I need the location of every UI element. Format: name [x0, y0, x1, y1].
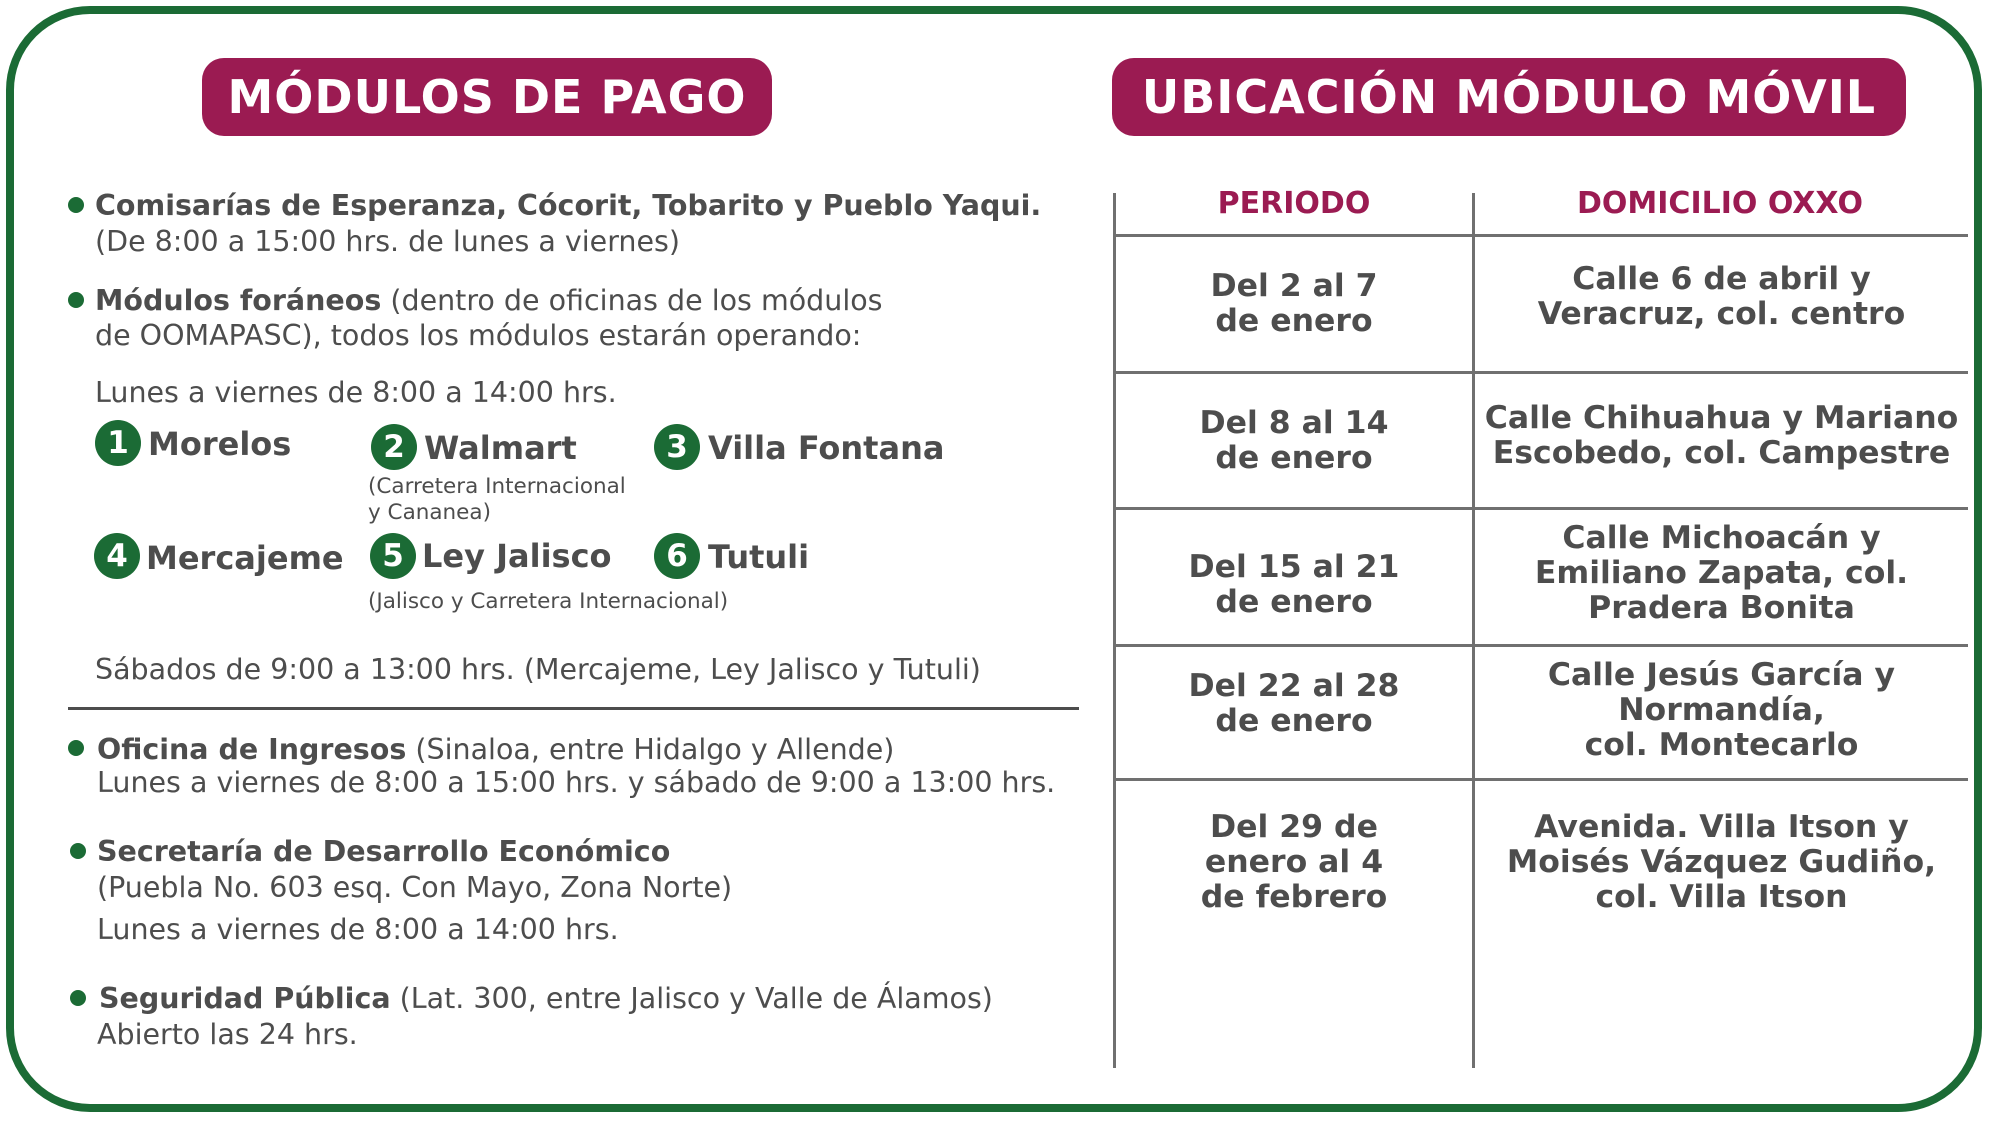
ingresos-hours: Lunes a viernes de 8:00 a 15:00 hrs. y sábado de 9:00 a 13:00 hrs. — [97, 766, 1056, 799]
section-divider — [68, 707, 1079, 710]
number-badge-6: 6 — [654, 533, 700, 579]
table-row-5-periodo: Del 29 de enero al 4 de febrero — [1200, 808, 1388, 915]
module-mercajeme: Mercajeme — [146, 539, 344, 577]
seguridad-line1 — [99, 981, 993, 1016]
seguridad-address: (Lat. 300, entre Jalisco y Valle de Álamos) — [390, 982, 993, 1015]
seguridad-title: Seguridad Pública — [99, 982, 391, 1015]
desarrollo-address: (Puebla No. 603 esq. Con Mayo, Zona Norte) — [97, 871, 733, 904]
bullet-icon — [68, 197, 84, 213]
domicilio-header: DOMICILIO OXXO — [1577, 186, 1863, 221]
module-walmart: Walmart — [424, 429, 577, 467]
module-tutuli: Tutuli — [708, 538, 810, 576]
table-row-2-domicilio: Calle Chihuahua y Mariano Escobedo, col. Campestre — [1484, 400, 1959, 471]
table-row-1-periodo: Del 2 al 7 de enero — [1210, 268, 1378, 339]
foraneos-weekday-hours: Lunes a viernes de 8:00 a 14:00 hrs. — [95, 376, 617, 409]
foraneos-line1-rest: (dentro de oficinas de los módulos — [381, 284, 883, 317]
module-morelos: Morelos — [148, 425, 292, 463]
periodo-header: PERIODO — [1217, 186, 1371, 221]
bullet-icon — [70, 990, 86, 1006]
comisarias-hours: (De 8:00 a 15:00 hrs. de lunes a viernes) — [95, 225, 680, 258]
module-villa-fontana: Villa Fontana — [708, 429, 945, 467]
modulos-de-pago-header: MÓDULOS DE PAGO — [202, 58, 772, 136]
ubicacion-modulo-movil-header: UBICACIÓN MÓDULO MÓVIL — [1112, 58, 1906, 136]
ley-jalisco-note: (Jalisco y Carretera Internacional) — [368, 589, 729, 614]
desarrollo-hours: Lunes a viernes de 8:00 a 14:00 hrs. — [97, 913, 619, 946]
seguridad-hours: Abierto las 24 hrs. — [97, 1018, 358, 1051]
desarrollo-title: Secretaría de Desarrollo Económico — [97, 835, 671, 868]
table-row-divider — [1113, 778, 1968, 781]
bullet-icon — [70, 843, 86, 859]
walmart-note-line2: y Cananea) — [368, 500, 491, 525]
ingresos-address: (Sinaloa, entre Hidalgo y Allende) — [406, 733, 895, 766]
number-badge-1: 1 — [95, 420, 141, 466]
bullet-icon — [68, 292, 84, 308]
table-row-4-periodo: Del 22 al 28 de enero — [1188, 667, 1400, 739]
table-row-4-domicilio: Calle Jesús García y Normandía, col. Montecarlo — [1547, 656, 1896, 763]
number-badge-3: 3 — [654, 424, 700, 470]
table-row-3-domicilio: Calle Michoacán y Emiliano Zapata, col. Pradera Bonita — [1534, 519, 1909, 626]
foraneos-line1 — [95, 283, 883, 318]
module-ley-jalisco: Ley Jalisco — [422, 537, 612, 575]
number-badge-4: 4 — [94, 533, 140, 579]
foraneos-title: Módulos foráneos — [95, 284, 382, 317]
comisarias-title: Comisarías de Esperanza, Cócorit, Tobarito y Pueblo Yaqui. — [95, 189, 1042, 222]
foraneos-line2: de OOMAPASC), todos los módulos estarán operando: — [95, 319, 862, 352]
ingresos-line1 — [97, 732, 894, 767]
walmart-note-line1: (Carretera Internacional — [368, 474, 626, 499]
bullet-icon — [68, 740, 84, 756]
table-row-2-periodo: Del 8 al 14 de enero — [1199, 404, 1389, 476]
number-badge-5: 5 — [370, 533, 416, 579]
table-row-1-domicilio: Calle 6 de abril y Veracruz, col. centro — [1537, 261, 1906, 332]
table-row-5-domicilio: Avenida. Villa Itson y Moisés Vázquez Gudiño, col. Villa Itson — [1506, 808, 1937, 915]
foraneos-saturday-hours: Sábados de 9:00 a 13:00 hrs. (Mercajeme, Ley Jalisco y Tutuli) — [95, 653, 981, 686]
table-row-3-periodo: Del 15 al 21 de enero — [1188, 549, 1400, 620]
number-badge-2: 2 — [371, 424, 417, 470]
ingresos-title: Oficina de Ingresos — [97, 733, 407, 766]
